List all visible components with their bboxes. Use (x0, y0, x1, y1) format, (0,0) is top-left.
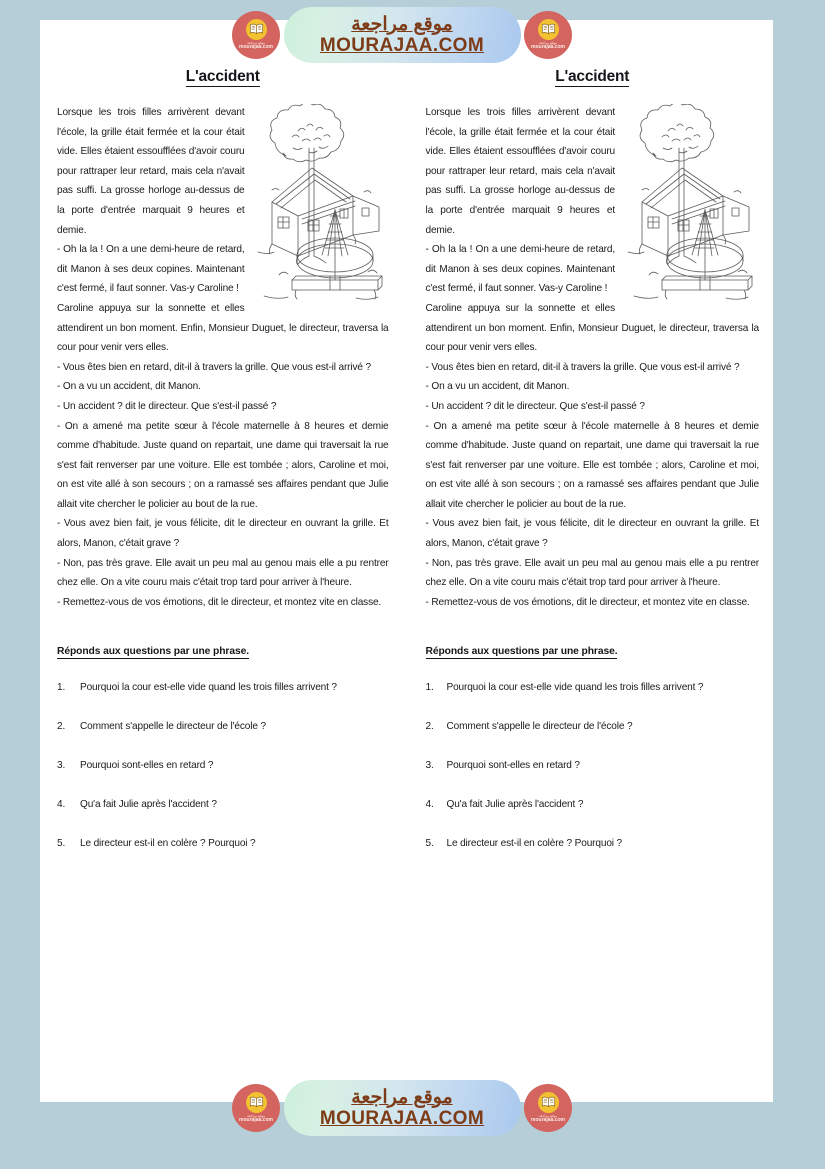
questions-heading-text: Réponds aux questions par une phrase. (425, 646, 618, 658)
logo-arabic-text: موقع مراجعة (246, 40, 266, 45)
story-paragraph: Caroline appuya sur la sonnette et elles attendirent un bon moment. Enfin, Monsieur Duguet, le directeur, traversa la cour pour venir vers elles. (57, 302, 389, 354)
page-title (57, 68, 389, 86)
story-paragraph: - On a vu un accident, dit Manon. (425, 381, 570, 393)
watermark-arabic: موقع مراجعة (351, 13, 453, 35)
worksheet-column-right (407, 20, 774, 1102)
story-paragraph: Lorsque les trois filles arrivèrent devant l'école, la grille était fermée et la cour était vide. Elles étaient essoufflées d'avoir couru pour rattraper leur retard, mais cela n'avait pas suffi. La grosse horloge au-dessus de la porte d'entrée marquait 9 heures et demie. (57, 107, 245, 236)
list-item (57, 836, 389, 851)
story-paragraph: - On a amené ma petite sœur à l'école maternelle à 8 heures et demie comme d'habitude. Juste quand on repartait, une dame qui traversait la rue s'est fait renverser par une voiture. Elle est tombée ; alors, Caroline et moi, on est vite allé à son secours ; on a ramassé ses affaires pendant que Julie allait vite chercher le policier au bout de la rue. (57, 420, 389, 510)
story-paragraph: - Vous avez bien fait, je vous félicite, dit le directeur en ouvrant la grille. Et alors, Manon, c'était grave ? (57, 518, 389, 550)
mourajaa-logo-right (524, 1084, 572, 1132)
worksheet-column-left (40, 20, 407, 1102)
page-title (426, 68, 760, 86)
book-icon (538, 19, 559, 40)
worksheet-columns (40, 20, 773, 1102)
question-text: Le directeur est-il en colère ? Pourquoi ? (446, 838, 622, 850)
question-number: 3. (57, 760, 66, 772)
watermark-arabic: موقع مراجعة (351, 1086, 453, 1108)
logo-arabic-text: موقع مراجعة (538, 1113, 558, 1118)
question-number: 4. (425, 799, 434, 811)
list-item (426, 797, 760, 812)
question-number: 1. (57, 682, 66, 694)
question-text: Qu'a fait Julie après l'accident ? (446, 799, 584, 811)
logo-url-text: mourajaa.com (531, 44, 565, 51)
list-item (426, 719, 760, 734)
question-text: Le directeur est-il en colère ? Pourquoi ? (80, 838, 256, 850)
logo-url-text: mourajaa.com (239, 44, 273, 51)
book-icon (538, 1092, 559, 1113)
mourajaa-logo-left (232, 11, 280, 59)
logo-url-text: mourajaa.com (239, 1117, 273, 1124)
story-paragraph: - Remettez-vous de vos émotions, dit le directeur, et montez vite en classe. (425, 596, 750, 608)
story-paragraph: Caroline appuya sur la sonnette et elles attendirent un bon moment. Enfin, Monsieur Duguet, le directeur, traversa la cour pour venir vers elles. (425, 302, 759, 354)
watermark-text-top (320, 15, 484, 56)
school-illustration-icon (252, 104, 389, 307)
watermark-banner-top (232, 4, 572, 66)
logo-arabic-text: موقع مراجعة (246, 1113, 266, 1118)
watermark-url: MOURAJAA.COM (319, 34, 485, 56)
worksheet-sheet (40, 20, 773, 1102)
story-paragraph: - On a amené ma petite sœur à l'école maternelle à 8 heures et demie comme d'habitude. Juste quand on repartait, une dame qui traversait la rue s'est fait renverser par une voiture. Elle est tombée ; alors, Caroline et moi, on est vite allé à son secours ; on a ramassé ses affaires pendant que Julie allait vite chercher le policier au bout de la rue. (425, 420, 759, 510)
watermark-url: MOURAJAA.COM (319, 1107, 485, 1129)
story-body-right (426, 103, 760, 612)
questions-list (426, 680, 760, 851)
list-item (426, 680, 760, 695)
question-number: 2. (425, 721, 434, 733)
story-paragraph: - Un accident ? dit le directeur. Que s'est-il passé ? (425, 400, 645, 412)
logo-url-text: mourajaa.com (531, 1117, 565, 1124)
questions-heading (57, 646, 389, 657)
list-item (57, 680, 389, 695)
question-text: Pourquoi sont-elles en retard ? (80, 760, 214, 772)
story-paragraph: - Non, pas très grave. Elle avait un peu mal au genou mais elle a pu rentrer chez elle. On a vite couru mais c'était trop tard pour arriver à l'heure. (57, 557, 389, 589)
questions-list (57, 680, 389, 851)
watermark-banner-bottom (232, 1077, 572, 1139)
question-text: Pourquoi la cour est-elle vide quand les trois filles arrivent ? (80, 682, 337, 694)
question-number: 5. (425, 838, 434, 850)
mourajaa-logo-right (524, 11, 572, 59)
question-text: Comment s'appelle le directeur de l'école ? (80, 721, 266, 733)
list-item (57, 719, 389, 734)
book-icon (246, 1092, 267, 1113)
story-paragraph: - Oh la la ! On a une demi-heure de retard, dit Manon à ses deux copines. Maintenant c'est fermé, il faut sonner. Vas-y Caroline ! (425, 244, 615, 295)
page-title-text: L'accident (185, 68, 260, 85)
list-item (57, 758, 389, 773)
list-item (426, 836, 760, 851)
story-paragraph: - Vous êtes bien en retard, dit-il à travers la grille. Que vous est-il arrivé ? (425, 361, 740, 373)
question-number: 2. (57, 721, 66, 733)
story-paragraph: - On a vu un accident, dit Manon. (57, 381, 201, 393)
school-illustration-icon (622, 104, 759, 307)
story-paragraph: - Non, pas très grave. Elle avait un peu mal au genou mais elle a pu rentrer chez elle. On a vite couru mais c'était trop tard pour arriver à l'heure. (425, 557, 759, 589)
story-paragraph: - Remettez-vous de vos émotions, dit le directeur, et montez vite en classe. (57, 596, 382, 608)
mourajaa-logo-left (232, 1084, 280, 1132)
story-paragraph: Lorsque les trois filles arrivèrent devant l'école, la grille était fermée et la cour était vide. Elles étaient essoufflées d'avoir couru pour rattraper leur retard, mais cela n'avait pas suffi. La grosse horloge au-dessus de la porte d'entrée marquait 9 heures et demie. (425, 107, 615, 236)
story-body-left (57, 103, 389, 612)
question-number: 3. (425, 760, 434, 772)
story-paragraph: - Vous avez bien fait, je vous félicite, dit le directeur en ouvrant la grille. Et alors, Manon, c'était grave ? (425, 518, 759, 550)
list-item (426, 758, 760, 773)
watermark-text-bottom (320, 1088, 484, 1129)
question-number: 4. (57, 799, 66, 811)
questions-heading-text: Réponds aux questions par une phrase. (57, 646, 249, 658)
question-number: 5. (57, 838, 66, 850)
question-text: Qu'a fait Julie après l'accident ? (80, 799, 217, 811)
question-text: Comment s'appelle le directeur de l'école ? (446, 721, 633, 733)
story-paragraph: - Un accident ? dit le directeur. Que s'est-il passé ? (57, 400, 277, 412)
question-number: 1. (425, 682, 434, 694)
story-paragraph: - Oh la la ! On a une demi-heure de retard, dit Manon à ses deux copines. Maintenant c'est fermé, il faut sonner. Vas-y Caroline ! (57, 244, 245, 295)
question-text: Pourquoi sont-elles en retard ? (446, 760, 580, 772)
book-icon (246, 19, 267, 40)
logo-arabic-text: موقع مراجعة (538, 40, 558, 45)
questions-heading (426, 646, 760, 657)
question-text: Pourquoi la cour est-elle vide quand les trois filles arrivent ? (446, 682, 704, 694)
list-item (57, 797, 389, 812)
page-title-text: L'accident (555, 68, 630, 85)
story-paragraph: - Vous êtes bien en retard, dit-il à travers la grille. Que vous est-il arrivé ? (57, 361, 371, 373)
